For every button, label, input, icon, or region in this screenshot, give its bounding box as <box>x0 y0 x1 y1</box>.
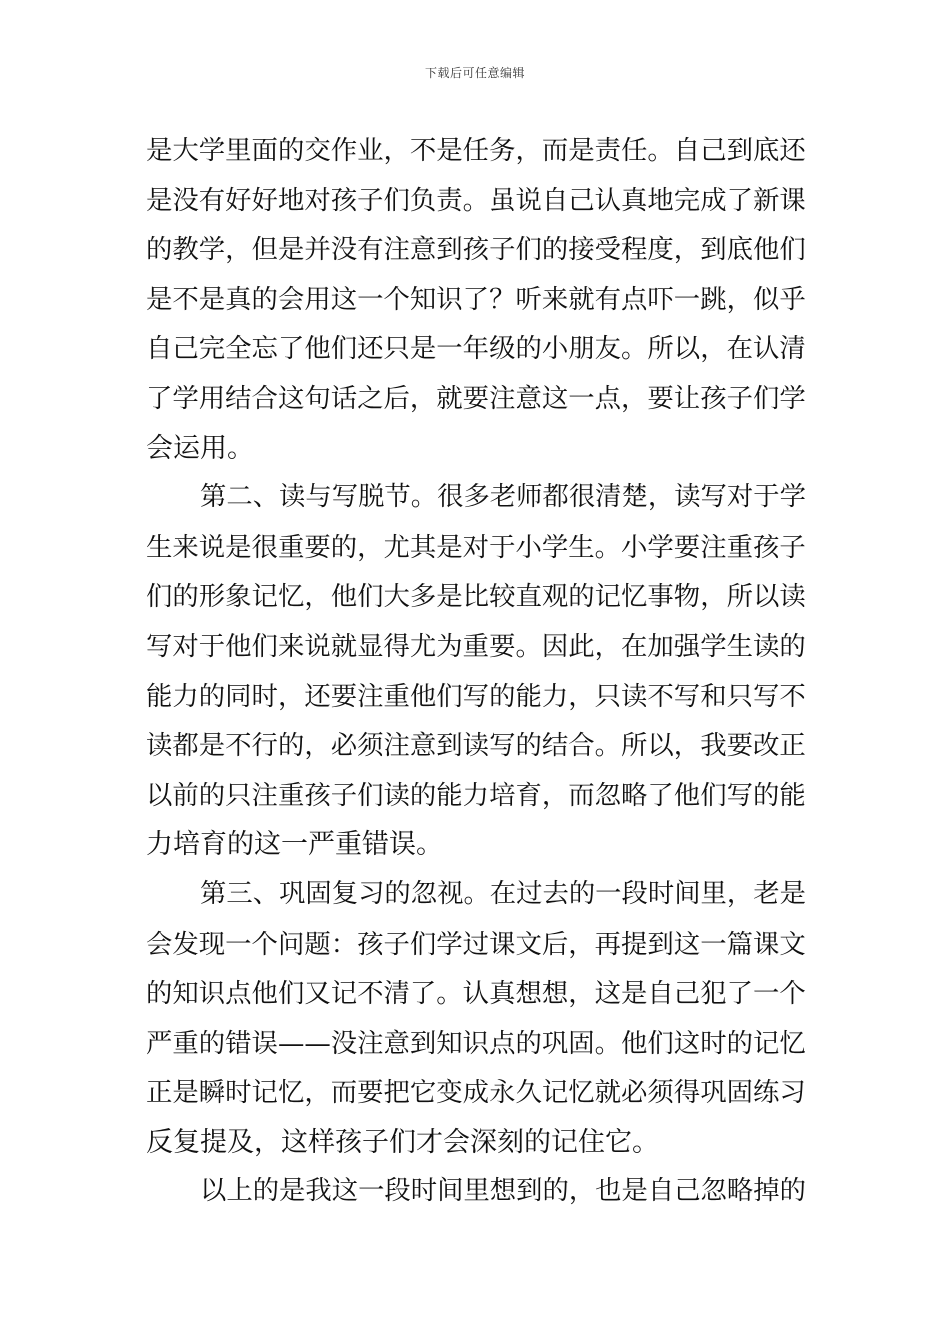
page-header: 下载后可任意编辑 <box>424 66 525 80</box>
text-line: 第三、巩固复习的忽视。在过去的一段时间里，老是 <box>200 878 806 909</box>
text-line: 能力的同时，还要注重他们写的能力，只读不写和只写不 <box>146 680 806 712</box>
text-line: 自己完全忘了他们还只是一年级的小朋友。所以，在认清 <box>146 333 806 365</box>
text-line: 会发现一个问题：孩子们学过课文后，再提到这一篇课文 <box>146 928 806 960</box>
text-line: 以上的是我这一段时间里想到的，也是自己忽略掉的 <box>200 1176 806 1207</box>
text-line: 反复提及，这样孩子们才会深刻的记住它。 <box>146 1126 659 1158</box>
text-line: 是不是真的会用这一个知识了？听来就有点吓一跳，似乎 <box>146 283 806 315</box>
text-line: 正是瞬时记忆，而要把它变成永久记忆就必须得巩固练习 <box>146 1077 806 1109</box>
text-line: 写对于他们来说就显得尤为重要。因此，在加强学生读的 <box>146 630 806 662</box>
text-line: 以前的只注重孩子们读的能力培育，而忽略了他们写的能 <box>146 779 806 811</box>
text-line: 严重的错误——没注意到知识点的巩固。他们这时的记忆 <box>146 1027 806 1059</box>
text-line: 的知识点他们又记不清了。认真想想，这是自己犯了一个 <box>146 978 806 1010</box>
text-line: 们的形象记忆，他们大多是比较直观的记忆事物，所以读 <box>146 581 806 613</box>
text-line: 读都是不行的，必须注意到读写的结合。所以，我要改正 <box>146 730 806 762</box>
text-line: 是没有好好地对孩子们负责。虽说自己认真地完成了新课 <box>146 184 806 216</box>
body-text <box>146 126 806 1217</box>
text-line: 是大学里面的交作业，不是任务，而是责任。自己到底还 <box>146 135 806 166</box>
text-line: 第二、读与写脱节。很多老师都很清楚，读写对于学 <box>200 482 806 513</box>
text-line: 力培育的这一严重错误。 <box>146 829 443 861</box>
text-line: 的教学，但是并没有注意到孩子们的接受程度，到底他们 <box>146 234 806 266</box>
text-line: 了学用结合这句话之后，就要注意这一点，要让孩子们学 <box>146 382 806 414</box>
text-line: 会运用。 <box>146 432 254 464</box>
text-line: 生来说是很重要的，尤其是对于小学生。小学要注重孩子 <box>146 531 806 563</box>
